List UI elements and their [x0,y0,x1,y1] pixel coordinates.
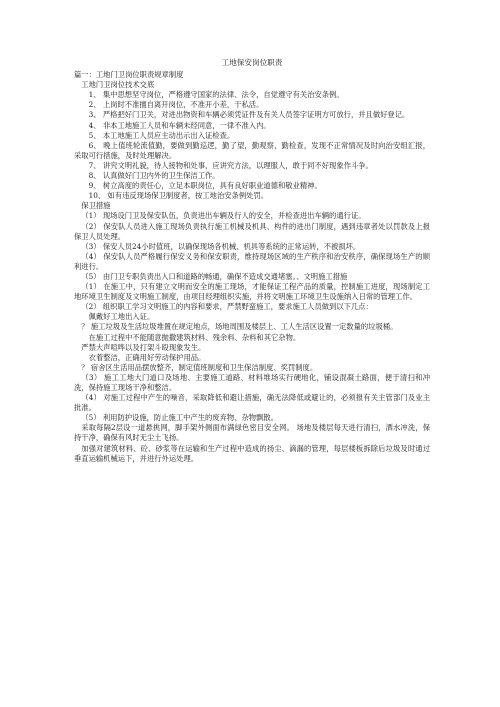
measure-item: （2） 保安队人员进入施工现场负责执行施工机械及机具、构件的进出门制度，遇到违章者处以罚款及上报保卫人员处理。 [74,221,430,241]
point-item: 在施工过程中不能随意抛撒建筑材料、残余料、杂料和其它杂物。 [88,332,301,342]
document-page [74,58,430,464]
duty-item: 1、 集中思想坚守岗位，严格遵守国家的法律、法令，自觉遵守有关治安条例。 [88,90,344,100]
measure-item: （2） 组织职工学习文明施工的内容和要求，严禁野蛮施工，要求施工人员做到以下几点： [81,302,373,312]
page-title: 工地保安岗位职责 [221,58,283,67]
point-list [74,312,430,463]
duty-item: 6、 晚上值班轮流值勤，要做到勤巡逻，勤了望，勤观察，勤检查，发现不正常情况及时向治安组汇报，采取可行措施，及时处理解决。 [74,140,430,160]
section-heading: 篇一：工地门卫岗位职责规章制度 [74,70,184,80]
point-item: 加强对建筑材料、砼、砂浆等在运输和生产过程中造成的扬尘、滴漏的管理，每层楼板拆除后垃圾及时通过垂直运输机械运下，并进行外运处理。 [74,443,430,463]
point-item: （4） 对施工过程中产生的噪音，采取降低和避让措施，确无法降低或避让的，必须报有关主管部门及业主批准。 [74,393,430,413]
measure-item: （1） 在施工中，只有建立文明而安全的施工现场，才能保证工程产品的质量，控制施工进度，现场制定工地环境卫生制度及文明施工制度，由项目经理组织实施，并将文明施工环境卫生设施纳入日常的管理工作。 [74,282,430,302]
measure-list [74,211,430,312]
duty-item: 10、 如有违反现场保卫制度者，按工地治安条例处罚。 [88,191,269,201]
measure-item: （3） 保安人员24小时值班，以确保现场各机械、机具等系统的正常运转，不被损坏。 [81,241,361,251]
measure-item: （1） 现场设门卫及保安队伍，负责进出车辆及行人的安全，并检查进出车辆的通行证。 [81,211,366,221]
duty-item: 5、 本工地施工人员应主动出示出入证检查。 [88,130,235,140]
point-item: 采取每隔2层设一道悬挑网，脚手架外侧面布满绿色密目安全网。 场地及楼层每天进行清扫，洒水冲洗，保持干净，确保有风时无尘土飞扬。 [74,423,430,443]
security-heading: 保卫措施 [81,201,111,211]
measure-item: （5） 由门卫专职负责出入口和道路的畅通，确保不造成交通堵塞。、文明施工措施 [81,271,348,281]
duty-item: 2、 上岗时不准擅自离开岗位，不准开小差，干私活。 [88,100,264,110]
duty-item: 8、 认真做好门卫内外的卫生保洁工作。 [88,171,220,181]
point-item: （5） 利用防护设施，防止施工中产生的废弃物、杂物飘散。 [81,413,278,423]
duty-item: 4、 非本工地施工人员和车辆未经同意，一律不准入内。 [88,120,271,130]
point-item: 严禁大声喧哗以及打架斗殴现象发生。 [81,342,206,352]
duty-item: 9、 树立高度的责任心，立足本职岗位，具有良好职业道德和敬业精神。 [88,181,322,191]
point-item: 衣着整洁，正确用好劳动保护用品。 [88,352,206,362]
duty-list [74,90,430,201]
point-item: 佩戴好工地出入证。 [88,312,155,322]
duty-item: 3、 严格把好门卫关，对进出物资和车辆必须凭证件及有关人员签字证明方可放行，并且做好登记。 [88,110,410,120]
subheading: 工地门卫岗位技术交底 [81,80,155,90]
point-item: （3） 施工工地大门道口及场地、主要施工道路、材料堆场实行硬地化，铺设混凝土路面，便于清扫和冲洗，保持施工现场干净和整洁。 [74,372,430,392]
measure-item: （4） 保安队人员严格履行保安义务和保安职责，维持现场区域的生产秩序和治安秩序，确保现场生产的顺利进行。 [74,251,430,271]
point-item: ？ 宿舍区生活用品摆放整齐，制定值班制度和卫生保洁制度、奖罚制度。 [81,362,318,372]
point-item: ？ 施工垃圾及生活垃圾堆置在规定地点，场地周围及楼层上、工人生活区设置一定数量的垃圾桶。 [81,322,398,332]
duty-item: 7、 讲究文明礼貌，待人接物和处事，应讲究方法，以理服人，敢于同不好现象作斗争。 [88,160,373,170]
